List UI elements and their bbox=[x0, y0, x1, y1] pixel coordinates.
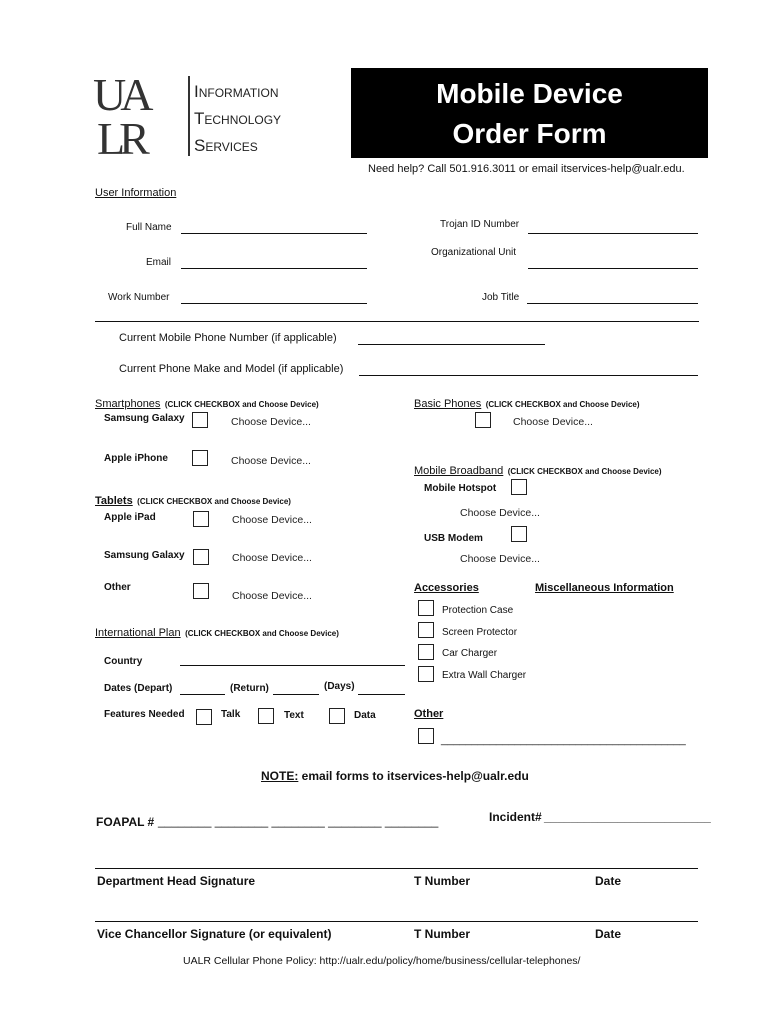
smartphones-heading-row bbox=[95, 394, 319, 412]
email-field[interactable] bbox=[181, 268, 367, 269]
return-field[interactable] bbox=[273, 694, 319, 695]
job-title-label: Job Title bbox=[482, 292, 520, 303]
misc-heading: Miscellaneous Information bbox=[535, 582, 674, 594]
org-unit-label: Organizational Unit bbox=[431, 247, 517, 258]
broadband-heading-row bbox=[414, 461, 662, 479]
help-text: Need help? Call 501.916.3011 or email itservices-help@ualr.edu. bbox=[368, 163, 685, 175]
wall-charger-checkbox[interactable] bbox=[418, 666, 434, 682]
section-divider bbox=[95, 321, 699, 322]
title-line-2: Order Form bbox=[452, 118, 607, 149]
email-label: Email bbox=[146, 257, 172, 268]
org-line-3: Services bbox=[194, 136, 258, 155]
wall-charger-label: Extra Wall Charger bbox=[442, 670, 527, 681]
text-checkbox[interactable] bbox=[258, 708, 274, 724]
title-box bbox=[351, 68, 708, 158]
talk-label: Talk bbox=[221, 709, 241, 720]
vc-tnumber-label: T Number bbox=[414, 927, 471, 941]
current-number-field[interactable] bbox=[358, 344, 545, 345]
smartphones-note: (CLICK CHECKBOX and Choose Device) bbox=[164, 400, 319, 409]
other-tablet-checkbox[interactable] bbox=[193, 583, 209, 599]
car-charger-label: Car Charger bbox=[442, 648, 498, 659]
intl-note: (CLICK CHECKBOX and Choose Device) bbox=[185, 629, 339, 638]
logo-divider bbox=[188, 76, 190, 156]
dept-head-tnumber-label: T Number bbox=[414, 874, 471, 888]
other-field[interactable]: ________________________________________ bbox=[441, 734, 686, 746]
work-number-label: Work Number bbox=[108, 292, 170, 303]
broadband-note: (CLICK CHECKBOX and Choose Device) bbox=[507, 467, 662, 476]
vc-signature-label: Vice Chancellor Signature (or equivalent) bbox=[97, 927, 332, 941]
hotspot-checkbox[interactable] bbox=[511, 479, 527, 495]
user-info-heading: User Information bbox=[95, 187, 177, 199]
car-charger-checkbox[interactable] bbox=[418, 644, 434, 660]
samsung-galaxy-tablet-label: Samsung Galaxy bbox=[104, 550, 185, 561]
note-label: NOTE: bbox=[261, 769, 299, 783]
smartphones-heading: Smartphones bbox=[95, 398, 161, 410]
tablets-heading-row bbox=[95, 491, 291, 509]
return-label: (Return) bbox=[230, 683, 269, 694]
depart-field[interactable] bbox=[180, 694, 225, 695]
text-label: Text bbox=[284, 710, 304, 721]
accessories-heading: Accessories bbox=[414, 582, 479, 594]
samsung-galaxy-phone-select[interactable]: Choose Device... bbox=[231, 416, 311, 428]
other-checkbox[interactable] bbox=[418, 728, 434, 744]
other-heading: Other bbox=[414, 708, 444, 720]
note-text: email forms to itservices-help@ualr.edu bbox=[298, 769, 529, 783]
country-label: Country bbox=[104, 656, 143, 667]
basic-heading-row bbox=[414, 394, 640, 412]
hotspot-select[interactable]: Choose Device... bbox=[460, 507, 540, 519]
hotspot-label: Mobile Hotspot bbox=[424, 483, 497, 494]
tablets-heading: Tablets bbox=[95, 495, 133, 507]
apple-ipad-label: Apple iPad bbox=[104, 512, 156, 523]
trojan-id-label: Trojan ID Number bbox=[440, 219, 520, 230]
footer-policy: UALR Cellular Phone Policy: http://ualr.edu/policy/home/business/cellular-telephones/ bbox=[183, 955, 581, 967]
data-checkbox[interactable] bbox=[329, 708, 345, 724]
data-label: Data bbox=[354, 710, 376, 721]
work-number-field[interactable] bbox=[181, 303, 367, 304]
days-label: (Days) bbox=[324, 681, 355, 692]
apple-ipad-checkbox[interactable] bbox=[193, 511, 209, 527]
tablets-note: (CLICK CHECKBOX and Choose Device) bbox=[137, 497, 291, 506]
basic-note: (CLICK CHECKBOX and Choose Device) bbox=[485, 400, 640, 409]
svg-text:LR: LR bbox=[97, 113, 144, 158]
broadband-heading: Mobile Broadband bbox=[414, 465, 504, 477]
country-field[interactable] bbox=[180, 665, 405, 666]
samsung-galaxy-tablet-checkbox[interactable] bbox=[193, 549, 209, 565]
ualr-logo-mark bbox=[93, 70, 188, 158]
intl-heading: International Plan bbox=[95, 627, 181, 639]
apple-ipad-select[interactable]: Choose Device... bbox=[232, 514, 312, 526]
depart-label: Dates (Depart) bbox=[104, 683, 173, 694]
samsung-galaxy-phone-checkbox[interactable] bbox=[192, 412, 208, 428]
org-line-2: Technology bbox=[194, 109, 282, 128]
ualr-logo bbox=[93, 70, 188, 158]
full-name-label: Full Name bbox=[126, 222, 172, 233]
protection-case-checkbox[interactable] bbox=[418, 600, 434, 616]
current-make-label: Current Phone Make and Model (if applicable) bbox=[119, 363, 344, 375]
other-tablet-label: Other bbox=[104, 582, 131, 593]
foapal-label: FOAPAL # bbox=[96, 815, 155, 829]
apple-iphone-label: Apple iPhone bbox=[104, 453, 168, 464]
incident-field[interactable]: _________________________ bbox=[544, 810, 711, 824]
samsung-galaxy-tablet-select[interactable]: Choose Device... bbox=[232, 552, 312, 564]
screen-protector-label: Screen Protector bbox=[442, 627, 518, 638]
apple-iphone-select[interactable]: Choose Device... bbox=[231, 455, 311, 467]
usb-modem-checkbox[interactable] bbox=[511, 526, 527, 542]
title-line-1: Mobile Device bbox=[436, 78, 623, 109]
dept-head-date-label: Date bbox=[595, 874, 622, 888]
usb-modem-select[interactable]: Choose Device... bbox=[460, 553, 540, 565]
org-unit-field[interactable] bbox=[528, 268, 698, 269]
vc-date-label: Date bbox=[595, 927, 622, 941]
vc-signature-line[interactable] bbox=[95, 921, 698, 922]
features-label: Features Needed bbox=[104, 709, 185, 720]
apple-iphone-checkbox[interactable] bbox=[192, 450, 208, 466]
days-field[interactable] bbox=[358, 694, 405, 695]
incident-label: Incident# bbox=[489, 810, 542, 824]
talk-checkbox[interactable] bbox=[196, 709, 212, 725]
intl-heading-row bbox=[95, 623, 339, 641]
current-make-field[interactable] bbox=[359, 375, 698, 376]
dept-head-signature-label: Department Head Signature bbox=[97, 874, 256, 888]
screen-protector-checkbox[interactable] bbox=[418, 622, 434, 638]
protection-case-label: Protection Case bbox=[442, 605, 514, 616]
org-line-1: Information bbox=[194, 82, 279, 101]
full-name-field[interactable] bbox=[181, 233, 367, 234]
usb-modem-label: USB Modem bbox=[424, 533, 483, 544]
basic-phone-select[interactable]: Choose Device... bbox=[513, 416, 593, 428]
svg-text:UA: UA bbox=[93, 70, 148, 120]
job-title-field[interactable] bbox=[527, 303, 698, 304]
trojan-id-field[interactable] bbox=[528, 233, 698, 234]
dept-head-signature-line[interactable] bbox=[95, 868, 698, 869]
other-tablet-select[interactable]: Choose Device... bbox=[232, 590, 312, 602]
basic-phone-checkbox[interactable] bbox=[475, 412, 491, 428]
samsung-galaxy-label: Samsung Galaxy bbox=[104, 413, 185, 424]
current-number-label: Current Mobile Phone Number (if applicable) bbox=[119, 332, 337, 344]
basic-heading: Basic Phones bbox=[414, 398, 482, 410]
org-name bbox=[194, 78, 281, 159]
foapal-field[interactable]: ________ ________ ________ ________ ________ bbox=[158, 814, 439, 828]
note-row bbox=[261, 769, 529, 783]
